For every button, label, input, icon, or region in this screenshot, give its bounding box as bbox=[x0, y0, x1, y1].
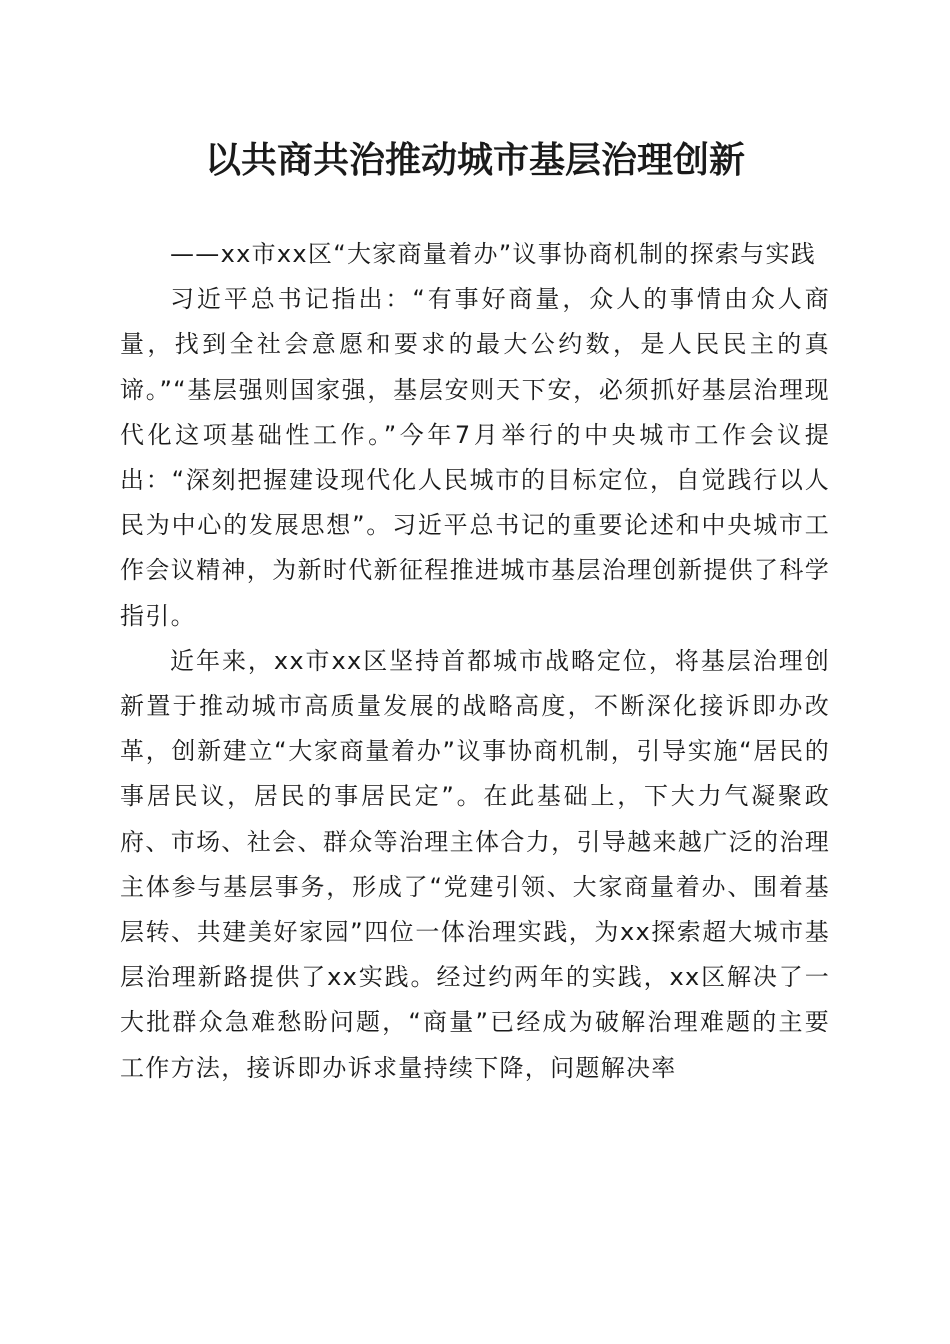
document-title: 以共商共治推动城市基层治理创新 bbox=[204, 139, 745, 181]
paragraph-2: 近年来，xx市xx区坚持首都城市战略定位，将基层治理创新置于推动城市高质量发展的战略高度，不断深化接诉即办改革，创新建立“大家商量着办”议事协商机制，引导实施“居民的事居民议，居民的事居民定”。在此基础上，下大力气凝聚政府、市场、社会、群众等治理主体合力，引导越来越广泛的治理主体参与基层事务，形成了“党建引领、大家商量着办、围着基层转、共建美好家园”四位一体治理实践，为xx探索超大城市基层治理新路提供了xx实践。经过约两年的实践，xx区解决了一大批群众急难愁盼问题，“商量”已经成为破解治理难题的主要工作方法，接诉即办诉求量持续下降，问题解决率 bbox=[120, 646, 830, 1082]
document-subtitle: ——xx市xx区“大家商量着办”议事协商机制的探索与实践 bbox=[170, 240, 817, 268]
paragraph-1: 习近平总书记指出：“有事好商量，众人的事情由众人商量，找到全社会意愿和要求的最大公约数，是人民民主的真谛。”“基层强则国家强，基层安则天下安，必须抓好基层治理现代化这项基础性工作。”今年7月举行的中央城市工作会议提出：“深刻把握建设现代化人民城市的目标定位，自觉践行以人民为中心的发展思想”。习近平总书记的重要论述和中央城市工作会议精神，为新时代新征程推进城市基层治理创新提供了科学指引。 bbox=[120, 285, 830, 630]
document-body bbox=[120, 232, 830, 1091]
